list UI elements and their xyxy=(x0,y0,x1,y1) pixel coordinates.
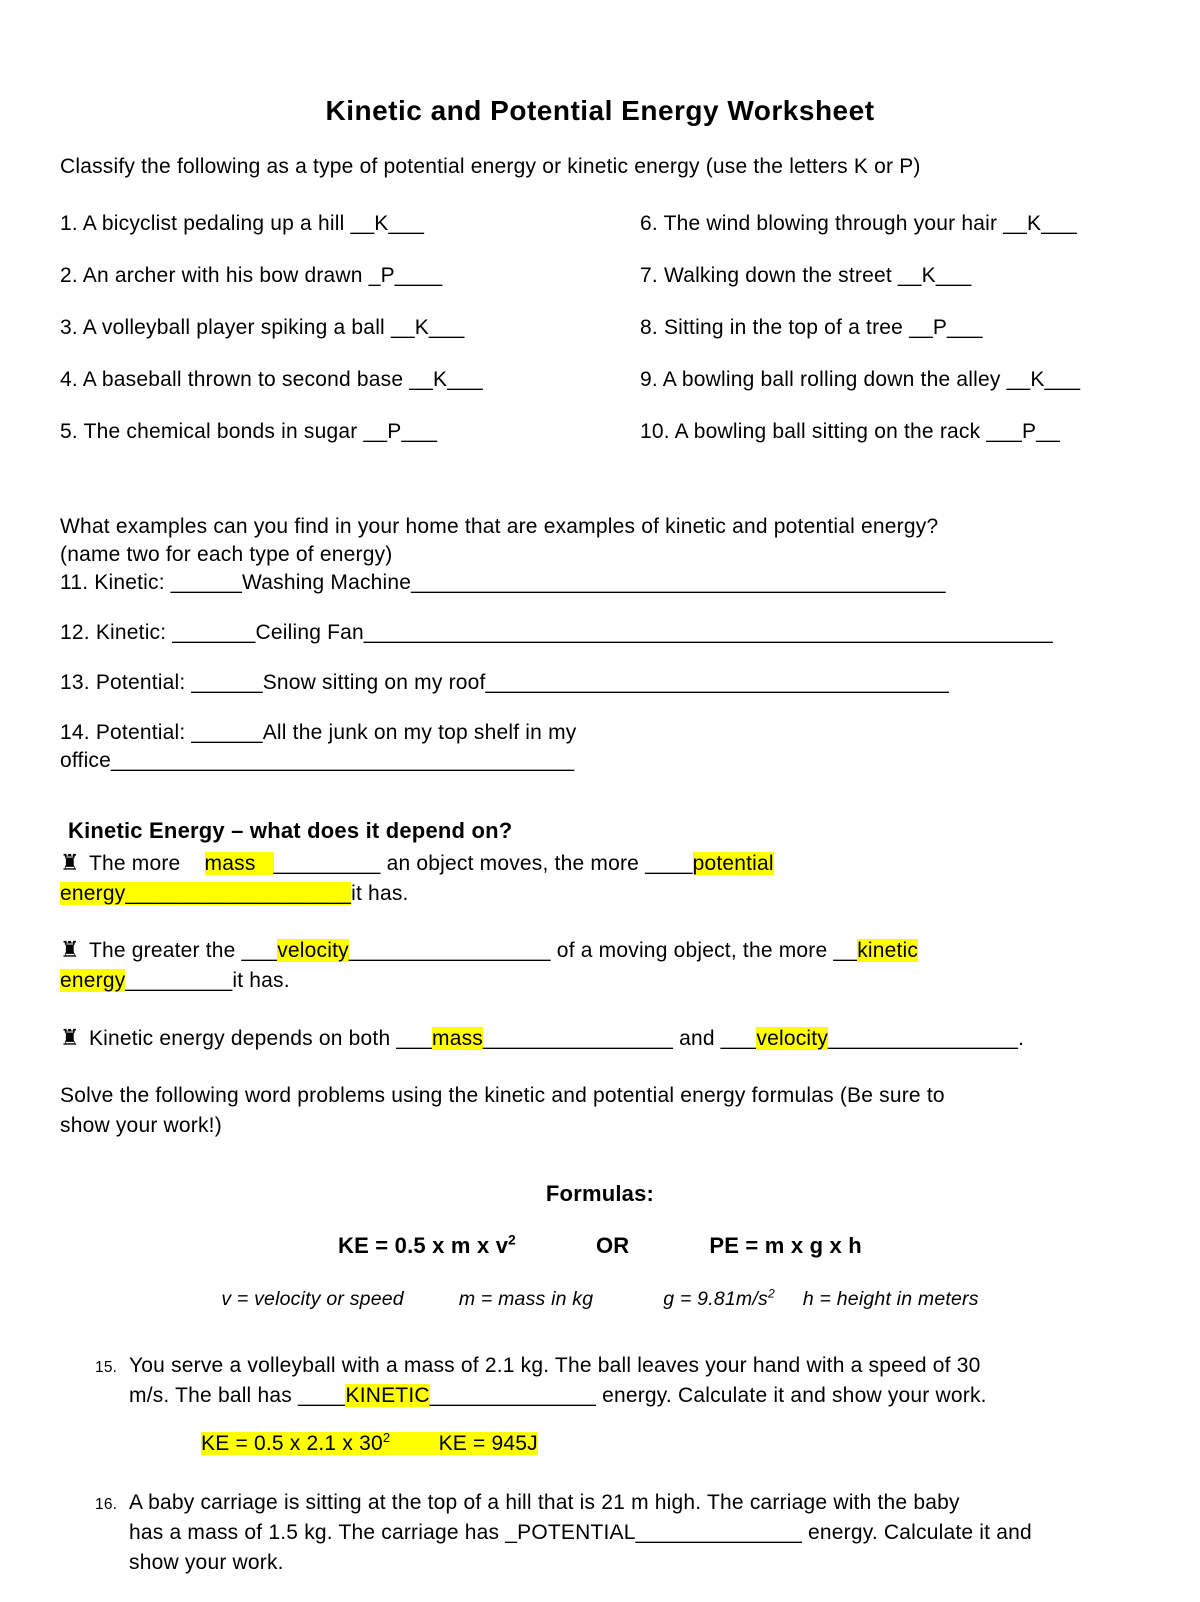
or-label: OR xyxy=(595,1233,630,1258)
solve-instructions xyxy=(60,1081,1140,1141)
gravity-exponent: 2 xyxy=(767,1286,775,1301)
problem-15-line1: You serve a volleyball with a mass of 2.1 kg. The ball leaves your hand with a speed of 30 xyxy=(129,1354,981,1377)
formulas-line xyxy=(60,1233,1140,1259)
home-question-line1: What examples can you find in your home that are examples of kinetic and potential energy? xyxy=(60,515,939,538)
bullet-3-answer-mass: mass xyxy=(432,1027,483,1050)
home-examples-section xyxy=(60,513,1140,775)
rook-bullet-icon: ♜ xyxy=(60,1026,80,1051)
kinetic-depend-heading: Kinetic Energy – what does it depend on? xyxy=(68,818,513,843)
problem-16-line3: show your work. xyxy=(129,1551,284,1574)
bullet-2-end: _________it has. xyxy=(125,969,290,992)
bullet-1-mid: _________ an object moves, the more ____ xyxy=(273,852,693,875)
classify-item-8: 8. Sitting in the top of a tree __P___ xyxy=(640,316,983,339)
page-title: Kinetic and Potential Energy Worksheet xyxy=(325,95,875,126)
bullet-2-answer-velocity: velocity xyxy=(277,939,349,962)
problem-15-line2-post: ______________ energy. Calculate it and show your work. xyxy=(429,1384,987,1407)
classify-item-4: 4. A baseball thrown to second base __K___ xyxy=(60,368,483,391)
home-item-13: 13. Potential: ______Snow sitting on my roof_______________________________________ xyxy=(60,671,949,694)
classify-item-7: 7. Walking down the street __K___ xyxy=(640,264,972,287)
var-velocity: v = velocity or speed xyxy=(221,1288,404,1310)
classify-item-3: 3. A volleyball player spiking a ball __K___ xyxy=(60,316,465,339)
bullet-2-answer-energy: energy xyxy=(60,969,126,992)
bullet-1-pre: The more xyxy=(88,852,205,875)
problem-15-answer-kinetic: KINETIC xyxy=(345,1384,430,1407)
problem-15-line2-pre: m/s. The ball has ____ xyxy=(129,1384,346,1407)
work-exponent: 2 xyxy=(382,1430,391,1445)
var-height: h = height in meters xyxy=(802,1288,979,1310)
bullet-3-answer-velocity: velocity xyxy=(756,1027,829,1050)
classify-item-9: 9. A bowling ball rolling down the alley __K___ xyxy=(640,368,1081,391)
bullet-3-end: ________________. xyxy=(828,1027,1025,1050)
bullet-1-answer-energy: energy___________________ xyxy=(60,882,352,905)
problem-16-text xyxy=(129,1488,1032,1578)
home-item-14-line2: office_______________________________________ xyxy=(60,749,575,772)
problem-15-work xyxy=(201,1427,987,1461)
pe-formula: PE = m x g x h xyxy=(709,1233,862,1258)
intro-text: Classify the following as a type of potential energy or kinetic energy (use the letters K or P) xyxy=(60,155,921,178)
problem-15-text xyxy=(129,1351,987,1461)
classification-list xyxy=(60,211,1140,471)
problem-16-number: 16. xyxy=(95,1496,118,1513)
problem-16 xyxy=(95,1488,1140,1578)
home-item-14 xyxy=(60,719,1140,775)
classify-item-6: 6. The wind blowing through your hair __K___ xyxy=(640,212,1077,235)
home-item-12: 12. Kinetic: _______Ceiling Fan__________________________________________________________ xyxy=(60,621,1053,644)
bullet-1-answer-mass: mass xyxy=(204,852,274,875)
classify-item-5: 5. The chemical bonds in sugar __P___ xyxy=(60,420,438,443)
ke-exponent: 2 xyxy=(508,1232,516,1248)
bullet-2-mid: _________________ of a moving object, the more __ xyxy=(348,939,858,962)
home-question-line2: (name two for each type of energy) xyxy=(60,543,393,566)
solve-line2: show your work!) xyxy=(60,1114,222,1137)
classify-item-2: 2. An archer with his bow drawn _P____ xyxy=(60,264,443,287)
ke-formula: KE = 0.5 x m x $v^2$ xyxy=(338,1232,516,1258)
var-gravity: $g = 9.81m/s^2$ xyxy=(663,1286,775,1310)
formula-variables-line xyxy=(60,1288,1140,1311)
rook-bullet-icon: ♜ xyxy=(60,851,80,876)
bullet-2-pre: The greater the ___ xyxy=(88,939,278,962)
solve-line1: Solve the following word problems using the kinetic and potential energy formulas (Be sure to xyxy=(60,1084,945,1107)
bullet-1-end: it has. xyxy=(351,882,409,905)
rook-bullet-icon: ♜ xyxy=(60,938,80,963)
problem-15-work-highlight: KE = 0.5 x 2.1 x $30^2$ KE = 945J xyxy=(201,1430,538,1455)
problem-16-line1: A baby carriage is sitting at the top of a hill that is 21 m high. The carriage with the baby xyxy=(129,1491,960,1514)
formulas-heading: Formulas: xyxy=(545,1181,655,1206)
home-item-11: 11. Kinetic: ______Washing Machine_____________________________________________ xyxy=(60,571,946,594)
bullet-1-answer-potential: potential xyxy=(692,852,774,875)
var-mass: m = mass in kg xyxy=(458,1288,594,1310)
home-item-14-line1: 14. Potential: ______All the junk on my top shelf in my xyxy=(60,721,577,744)
depend-bullet-2 xyxy=(60,936,1140,996)
problem-15-number: 15. xyxy=(95,1359,118,1376)
bullet-2-answer-kinetic: kinetic xyxy=(857,939,919,962)
problem-15 xyxy=(95,1351,1140,1461)
depend-bullet-3 xyxy=(60,1024,1140,1054)
classify-item-1: 1. A bicyclist pedaling up a hill __K___ xyxy=(60,212,425,235)
bullet-3-pre: Kinetic energy depends on both ___ xyxy=(88,1027,432,1050)
problem-16-line2: has a mass of 1.5 kg. The carriage has _POTENTIAL______________ energy. Calculate it and xyxy=(129,1521,1032,1544)
bullet-3-mid: ________________ and ___ xyxy=(482,1027,757,1050)
depend-bullet-1 xyxy=(60,849,1140,909)
classify-item-10: 10. A bowling ball sitting on the rack ___P__ xyxy=(640,420,1060,443)
